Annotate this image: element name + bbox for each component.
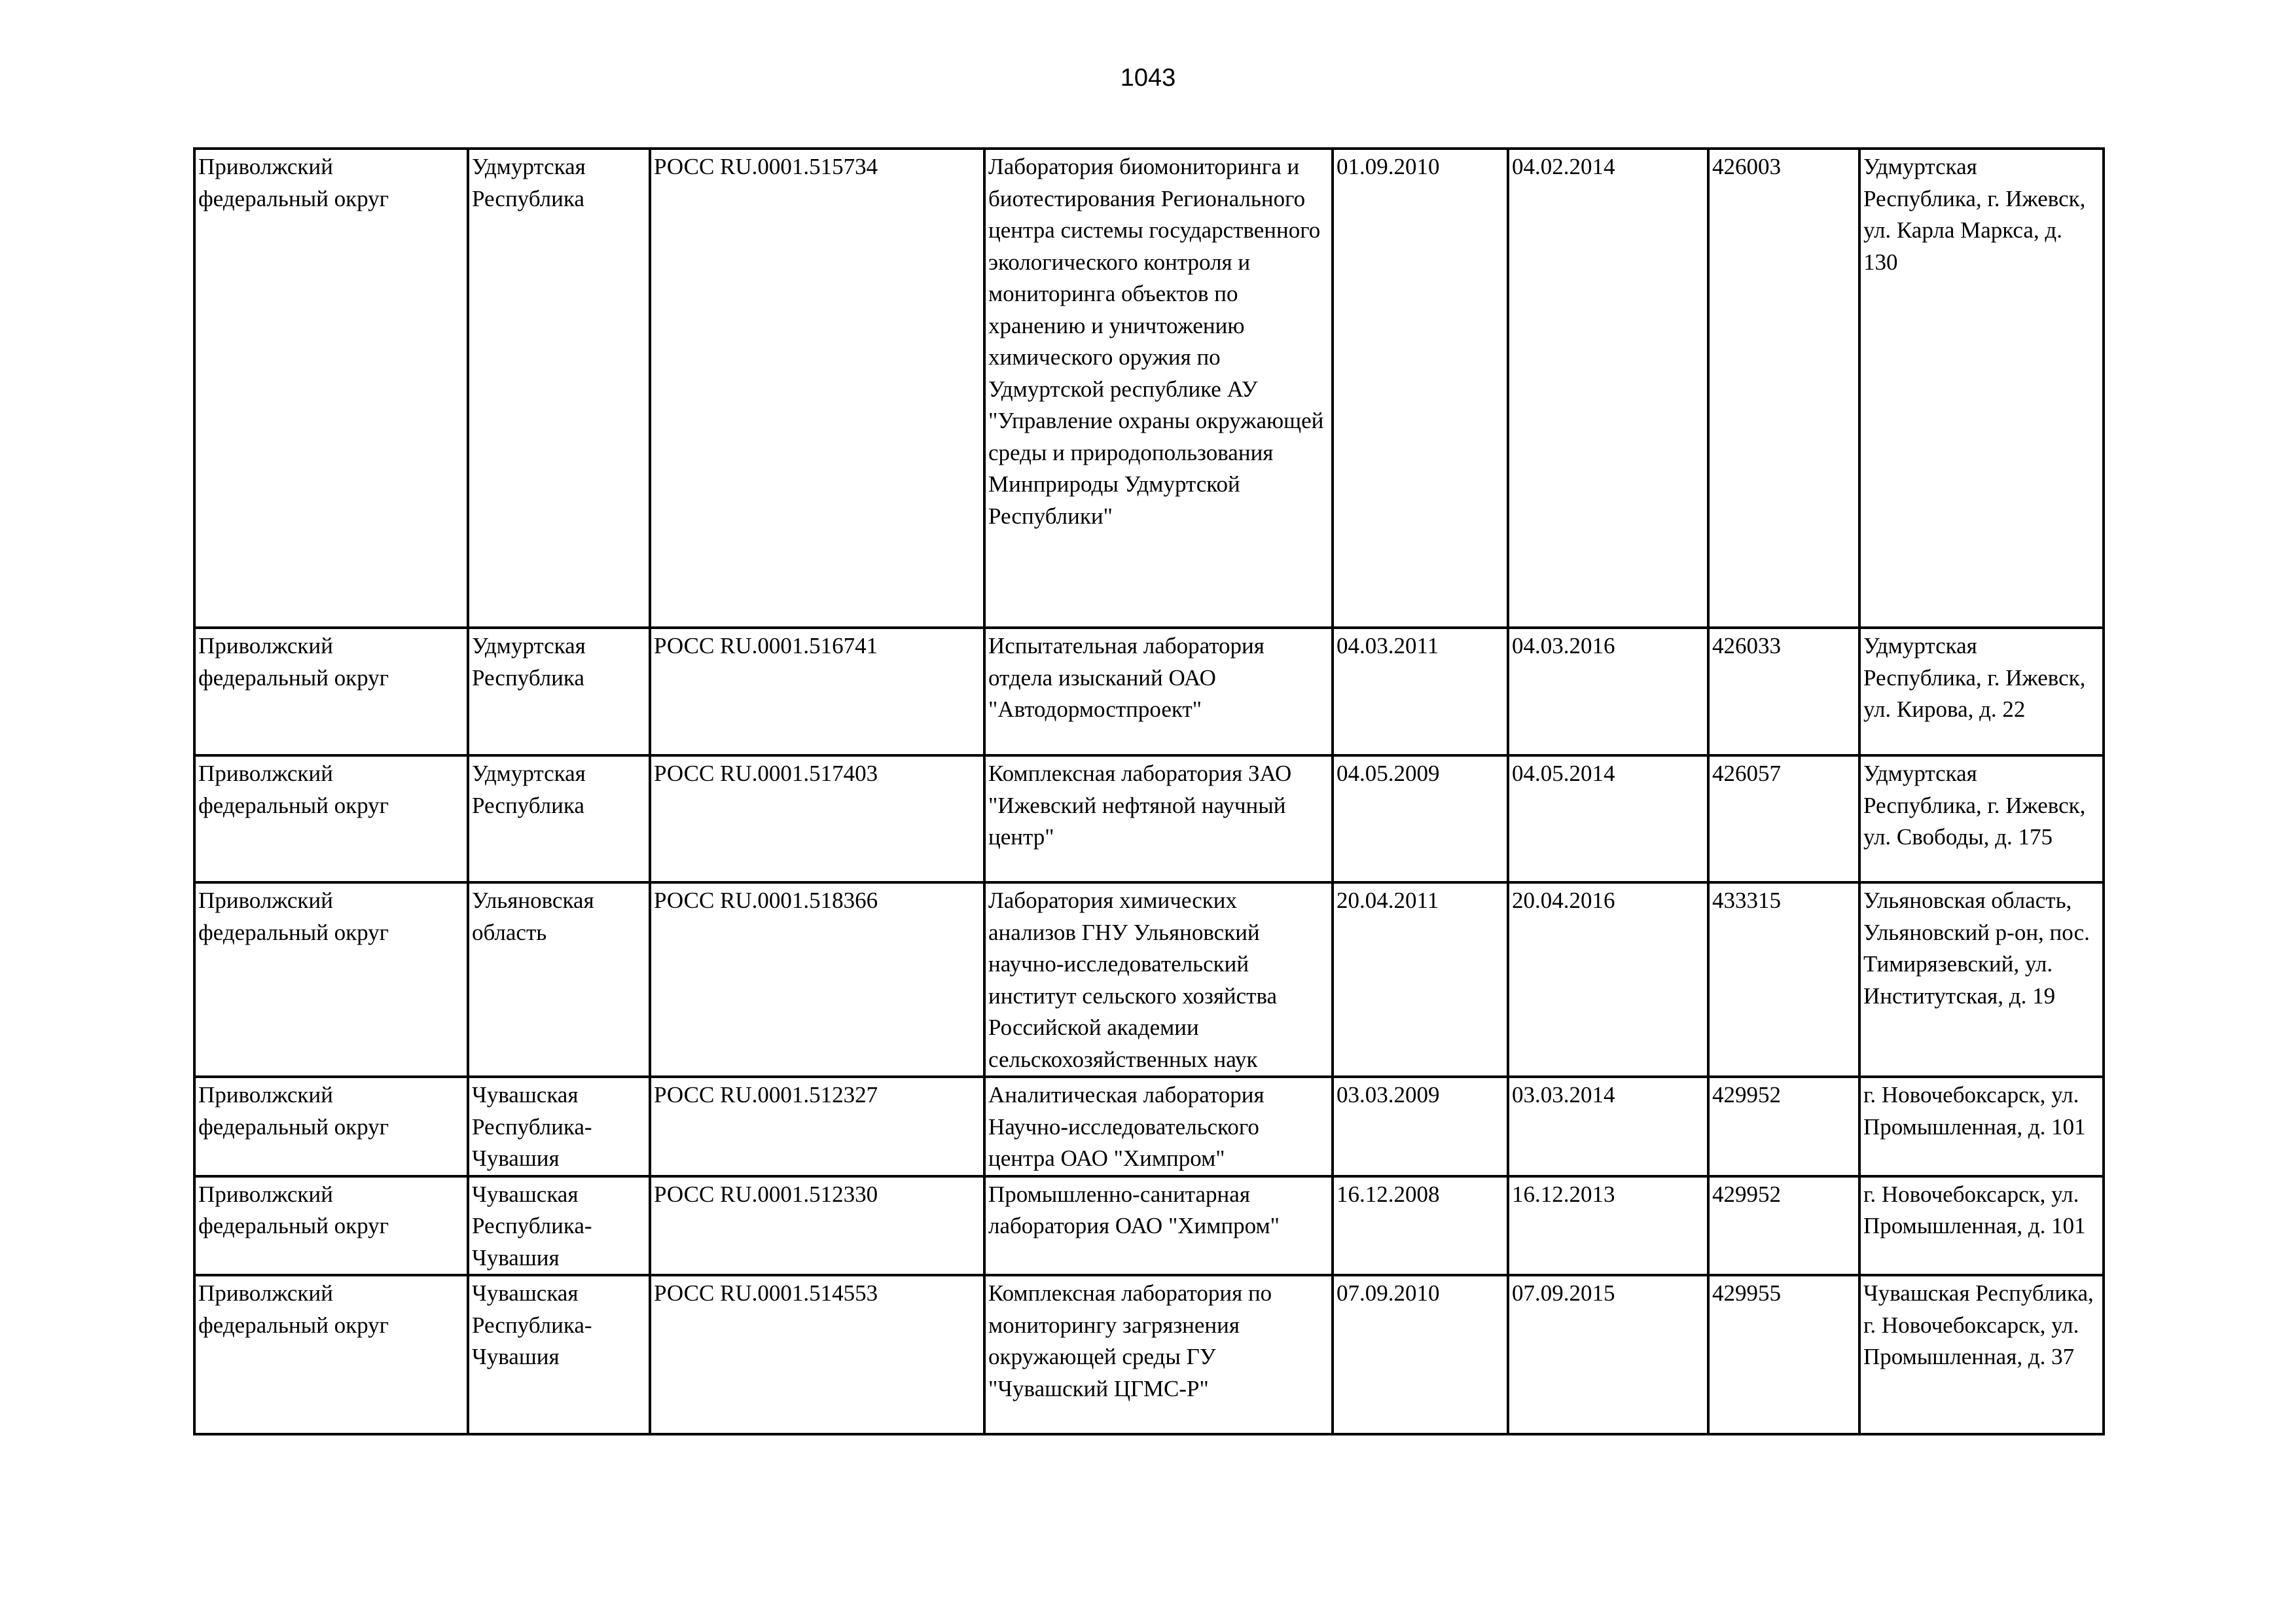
date-expires-cell: 16.12.2013 [1508,1176,1708,1276]
date-issued-cell: 20.04.2011 [1333,882,1508,1077]
cert-number-cell: РОСС RU.0001.518366 [650,882,984,1077]
laboratory-cell: Аналитическая лаборатория Научно-исследовательского центра ОАО "Химпром" [984,1077,1333,1176]
address-cell: г. Новочебоксарск, ул. Промышленная, д. 101 [1859,1176,2104,1276]
laboratory-cell: Промышленно-санитарная лаборатория ОАО "Химпром" [984,1176,1333,1276]
date-issued-cell: 04.03.2011 [1333,628,1508,755]
region-cell: Чувашская Республика-Чувашия [468,1176,650,1276]
district-cell: Приволжский федеральный округ [194,755,468,882]
address-cell: Удмуртская Республика, г. Ижевск, ул. Кирова, д. 22 [1859,628,2104,755]
date-issued-cell: 07.09.2010 [1333,1275,1508,1434]
region-cell: Ульяновская область [468,882,650,1077]
cert-number-cell: РОСС RU.0001.512330 [650,1176,984,1276]
address-cell: Ульяновская область, Ульяновский р-он, пос. Тимирязевский, ул. Институтская, д. 19 [1859,882,2104,1077]
table-row [194,149,2104,628]
postal-code-cell: 429955 [1708,1275,1859,1434]
address-cell: Чувашская Республика, г. Новочебоксарск, ул. Промышленная, д. 37 [1859,1275,2104,1434]
region-cell: Чувашская Республика-Чувашия [468,1077,650,1176]
date-expires-cell: 07.09.2015 [1508,1275,1708,1434]
cert-number-cell: РОСС RU.0001.514553 [650,1275,984,1434]
page-number: 1043 [1120,64,1176,92]
table-row [194,1077,2104,1176]
date-issued-cell: 03.03.2009 [1333,1077,1508,1176]
address-cell: Удмуртская Республика, г. Ижевск, ул. Карла Маркса, д. 130 [1859,149,2104,628]
laboratory-cell: Лаборатория химических анализов ГНУ Ульяновский научно-исследовательский институт сельского хозяйства Российской академии сельскохозяйственных наук [984,882,1333,1077]
postal-code-cell: 429952 [1708,1176,1859,1276]
laboratory-cell: Испытательная лаборатория отдела изысканий ОАО "Автодормостпроект" [984,628,1333,755]
table-row [194,882,2104,1077]
date-expires-cell: 20.04.2016 [1508,882,1708,1077]
table-row [194,628,2104,755]
date-expires-cell: 03.03.2014 [1508,1077,1708,1176]
district-cell: Приволжский федеральный округ [194,149,468,628]
table-row [194,1275,2104,1434]
table-row [194,755,2104,882]
laboratory-cell: Лаборатория биомониторинга и биотестирования Регионального центра системы государственного экологического контроля и мониторинга объектов по хранению и уничтожению химического оружия по Удмуртской республике АУ "Управление охраны окружающей среды и природопользования Минприроды Удмуртской Республики" [984,149,1333,628]
cert-number-cell: РОСС RU.0001.517403 [650,755,984,882]
region-cell: Удмуртская Республика [468,755,650,882]
cert-number-cell: РОСС RU.0001.516741 [650,628,984,755]
cert-number-cell: РОСС RU.0001.515734 [650,149,984,628]
date-expires-cell: 04.02.2014 [1508,149,1708,628]
postal-code-cell: 426003 [1708,149,1859,628]
region-cell: Чувашская Республика-Чувашия [468,1275,650,1434]
table-row [194,1176,2104,1276]
date-expires-cell: 04.05.2014 [1508,755,1708,882]
postal-code-cell: 426033 [1708,628,1859,755]
laboratory-cell: Комплексная лаборатория по мониторингу загрязнения окружающей среды ГУ "Чувашский ЦГМС-Р" [984,1275,1333,1434]
date-expires-cell: 04.03.2016 [1508,628,1708,755]
postal-code-cell: 429952 [1708,1077,1859,1176]
district-cell: Приволжский федеральный округ [194,882,468,1077]
date-issued-cell: 04.05.2009 [1333,755,1508,882]
district-cell: Приволжский федеральный округ [194,1176,468,1276]
date-issued-cell: 16.12.2008 [1333,1176,1508,1276]
postal-code-cell: 426057 [1708,755,1859,882]
address-cell: г. Новочебоксарск, ул. Промышленная, д. 101 [1859,1077,2104,1176]
laboratory-cell: Комплексная лаборатория ЗАО "Ижевский нефтяной научный центр" [984,755,1333,882]
address-cell: Удмуртская Республика, г. Ижевск, ул. Свободы, д. 175 [1859,755,2104,882]
laboratory-registry-table [193,147,2105,1435]
district-cell: Приволжский федеральный округ [194,1077,468,1176]
district-cell: Приволжский федеральный округ [194,628,468,755]
date-issued-cell: 01.09.2010 [1333,149,1508,628]
region-cell: Удмуртская Республика [468,628,650,755]
district-cell: Приволжский федеральный округ [194,1275,468,1434]
region-cell: Удмуртская Республика [468,149,650,628]
cert-number-cell: РОСС RU.0001.512327 [650,1077,984,1176]
postal-code-cell: 433315 [1708,882,1859,1077]
